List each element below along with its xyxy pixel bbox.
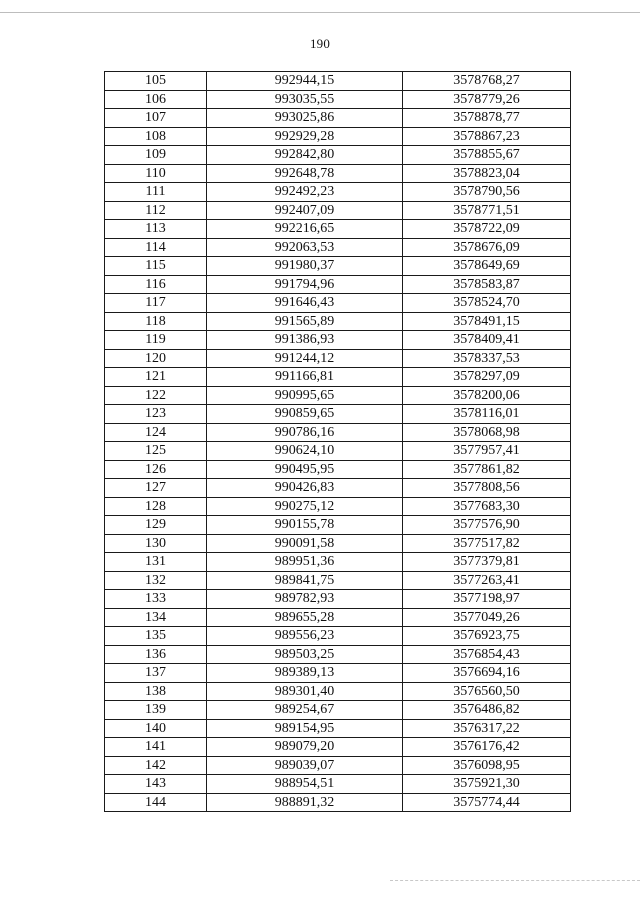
table-row [105,257,571,276]
point-number-cell: 128 [105,497,207,516]
x-coordinate-cell: 992492,23 [207,183,403,202]
y-coordinate-cell: 3578768,27 [403,72,571,91]
point-number-cell: 121 [105,368,207,387]
x-coordinate-cell: 991980,37 [207,257,403,276]
y-coordinate-cell: 3578524,70 [403,294,571,313]
y-coordinate-cell: 3576854,43 [403,645,571,664]
table-row [105,368,571,387]
table-row [105,608,571,627]
y-coordinate-cell: 3578116,01 [403,405,571,424]
y-coordinate-cell: 3577957,41 [403,442,571,461]
point-number-cell: 140 [105,719,207,738]
table-row [105,294,571,313]
x-coordinate-cell: 991386,93 [207,331,403,350]
y-coordinate-cell: 3576486,82 [403,701,571,720]
x-coordinate-cell: 992929,28 [207,127,403,146]
y-coordinate-cell: 3578867,23 [403,127,571,146]
point-number-cell: 114 [105,238,207,257]
point-number-cell: 124 [105,423,207,442]
y-coordinate-cell: 3578855,67 [403,146,571,165]
y-coordinate-cell: 3578771,51 [403,201,571,220]
table-row [105,349,571,368]
table-row [105,72,571,91]
y-coordinate-cell: 3577517,82 [403,534,571,553]
point-number-cell: 109 [105,146,207,165]
point-number-cell: 133 [105,590,207,609]
point-number-cell: 131 [105,553,207,572]
x-coordinate-cell: 990624,10 [207,442,403,461]
table-row [105,442,571,461]
point-number-cell: 126 [105,460,207,479]
y-coordinate-cell: 3578676,09 [403,238,571,257]
x-coordinate-cell: 988954,51 [207,775,403,794]
table-row [105,164,571,183]
table-row [105,331,571,350]
y-coordinate-cell: 3576560,50 [403,682,571,701]
point-number-cell: 122 [105,386,207,405]
y-coordinate-cell: 3576923,75 [403,627,571,646]
point-number-cell: 115 [105,257,207,276]
table-row [105,756,571,775]
x-coordinate-cell: 990155,78 [207,516,403,535]
y-coordinate-cell: 3578790,56 [403,183,571,202]
y-coordinate-cell: 3577683,30 [403,497,571,516]
point-number-cell: 110 [105,164,207,183]
point-number-cell: 125 [105,442,207,461]
point-number-cell: 119 [105,331,207,350]
point-number-cell: 130 [105,534,207,553]
point-number-cell: 113 [105,220,207,239]
table-row [105,183,571,202]
point-number-cell: 143 [105,775,207,794]
y-coordinate-cell: 3578068,98 [403,423,571,442]
point-number-cell: 108 [105,127,207,146]
table-row [105,479,571,498]
table-row [105,238,571,257]
point-number-cell: 137 [105,664,207,683]
y-coordinate-cell: 3577576,90 [403,516,571,535]
y-coordinate-cell: 3577198,97 [403,590,571,609]
coordinates-table-body [105,72,571,812]
x-coordinate-cell: 992648,78 [207,164,403,183]
table-row [105,553,571,572]
table-row [105,590,571,609]
x-coordinate-cell: 991166,81 [207,368,403,387]
y-coordinate-cell: 3576176,42 [403,738,571,757]
table-row [105,738,571,757]
y-coordinate-cell: 3578779,26 [403,90,571,109]
x-coordinate-cell: 990091,58 [207,534,403,553]
y-coordinate-cell: 3578823,04 [403,164,571,183]
table-row [105,460,571,479]
point-number-cell: 139 [105,701,207,720]
y-coordinate-cell: 3575921,30 [403,775,571,794]
y-coordinate-cell: 3578297,09 [403,368,571,387]
x-coordinate-cell: 990859,65 [207,405,403,424]
table-row [105,571,571,590]
table-row [105,627,571,646]
y-coordinate-cell: 3576694,16 [403,664,571,683]
table-row [105,534,571,553]
x-coordinate-cell: 988891,32 [207,793,403,812]
y-coordinate-cell: 3578337,53 [403,349,571,368]
y-coordinate-cell: 3578649,69 [403,257,571,276]
table-row [105,682,571,701]
y-coordinate-cell: 3577808,56 [403,479,571,498]
point-number-cell: 111 [105,183,207,202]
point-number-cell: 141 [105,738,207,757]
x-coordinate-cell: 991646,43 [207,294,403,313]
x-coordinate-cell: 989556,23 [207,627,403,646]
y-coordinate-cell: 3578722,09 [403,220,571,239]
point-number-cell: 136 [105,645,207,664]
table-row [105,127,571,146]
x-coordinate-cell: 991794,96 [207,275,403,294]
point-number-cell: 105 [105,72,207,91]
table-row [105,405,571,424]
table-row [105,220,571,239]
point-number-cell: 118 [105,312,207,331]
x-coordinate-cell: 990275,12 [207,497,403,516]
x-coordinate-cell: 989951,36 [207,553,403,572]
table-row [105,146,571,165]
x-coordinate-cell: 989039,07 [207,756,403,775]
top-rule [0,12,640,13]
y-coordinate-cell: 3578491,15 [403,312,571,331]
x-coordinate-cell: 989079,20 [207,738,403,757]
table-row [105,775,571,794]
point-number-cell: 107 [105,109,207,128]
x-coordinate-cell: 991244,12 [207,349,403,368]
point-number-cell: 112 [105,201,207,220]
y-coordinate-cell: 3578200,06 [403,386,571,405]
point-number-cell: 106 [105,90,207,109]
y-coordinate-cell: 3578878,77 [403,109,571,128]
point-number-cell: 134 [105,608,207,627]
y-coordinate-cell: 3577379,81 [403,553,571,572]
point-number-cell: 132 [105,571,207,590]
x-coordinate-cell: 993025,86 [207,109,403,128]
x-coordinate-cell: 989655,28 [207,608,403,627]
x-coordinate-cell: 990426,83 [207,479,403,498]
point-number-cell: 116 [105,275,207,294]
y-coordinate-cell: 3577263,41 [403,571,571,590]
x-coordinate-cell: 992063,53 [207,238,403,257]
bottom-scan-mark [390,880,640,881]
table-row [105,312,571,331]
x-coordinate-cell: 990786,16 [207,423,403,442]
point-number-cell: 138 [105,682,207,701]
table-row [105,109,571,128]
point-number-cell: 117 [105,294,207,313]
x-coordinate-cell: 993035,55 [207,90,403,109]
table-row [105,516,571,535]
y-coordinate-cell: 3578583,87 [403,275,571,294]
table-row [105,423,571,442]
point-number-cell: 142 [105,756,207,775]
table-row [105,201,571,220]
x-coordinate-cell: 989782,93 [207,590,403,609]
x-coordinate-cell: 990495,95 [207,460,403,479]
y-coordinate-cell: 3575774,44 [403,793,571,812]
table-row [105,664,571,683]
point-number-cell: 144 [105,793,207,812]
point-number-cell: 129 [105,516,207,535]
x-coordinate-cell: 992842,80 [207,146,403,165]
coordinates-table [104,71,571,812]
table-row [105,90,571,109]
x-coordinate-cell: 989154,95 [207,719,403,738]
y-coordinate-cell: 3577861,82 [403,460,571,479]
y-coordinate-cell: 3578409,41 [403,331,571,350]
table-row [105,497,571,516]
y-coordinate-cell: 3576317,22 [403,719,571,738]
point-number-cell: 127 [105,479,207,498]
x-coordinate-cell: 989301,40 [207,682,403,701]
y-coordinate-cell: 3576098,95 [403,756,571,775]
point-number-cell: 123 [105,405,207,424]
x-coordinate-cell: 992407,09 [207,201,403,220]
x-coordinate-cell: 989503,25 [207,645,403,664]
table-row [105,645,571,664]
table-row [105,701,571,720]
x-coordinate-cell: 992944,15 [207,72,403,91]
x-coordinate-cell: 990995,65 [207,386,403,405]
table-row [105,719,571,738]
x-coordinate-cell: 992216,65 [207,220,403,239]
y-coordinate-cell: 3577049,26 [403,608,571,627]
point-number-cell: 120 [105,349,207,368]
x-coordinate-cell: 989254,67 [207,701,403,720]
page-number: 190 [309,36,331,51]
x-coordinate-cell: 989841,75 [207,571,403,590]
table-row [105,386,571,405]
x-coordinate-cell: 989389,13 [207,664,403,683]
x-coordinate-cell: 991565,89 [207,312,403,331]
point-number-cell: 135 [105,627,207,646]
table-row [105,793,571,812]
table-row [105,275,571,294]
